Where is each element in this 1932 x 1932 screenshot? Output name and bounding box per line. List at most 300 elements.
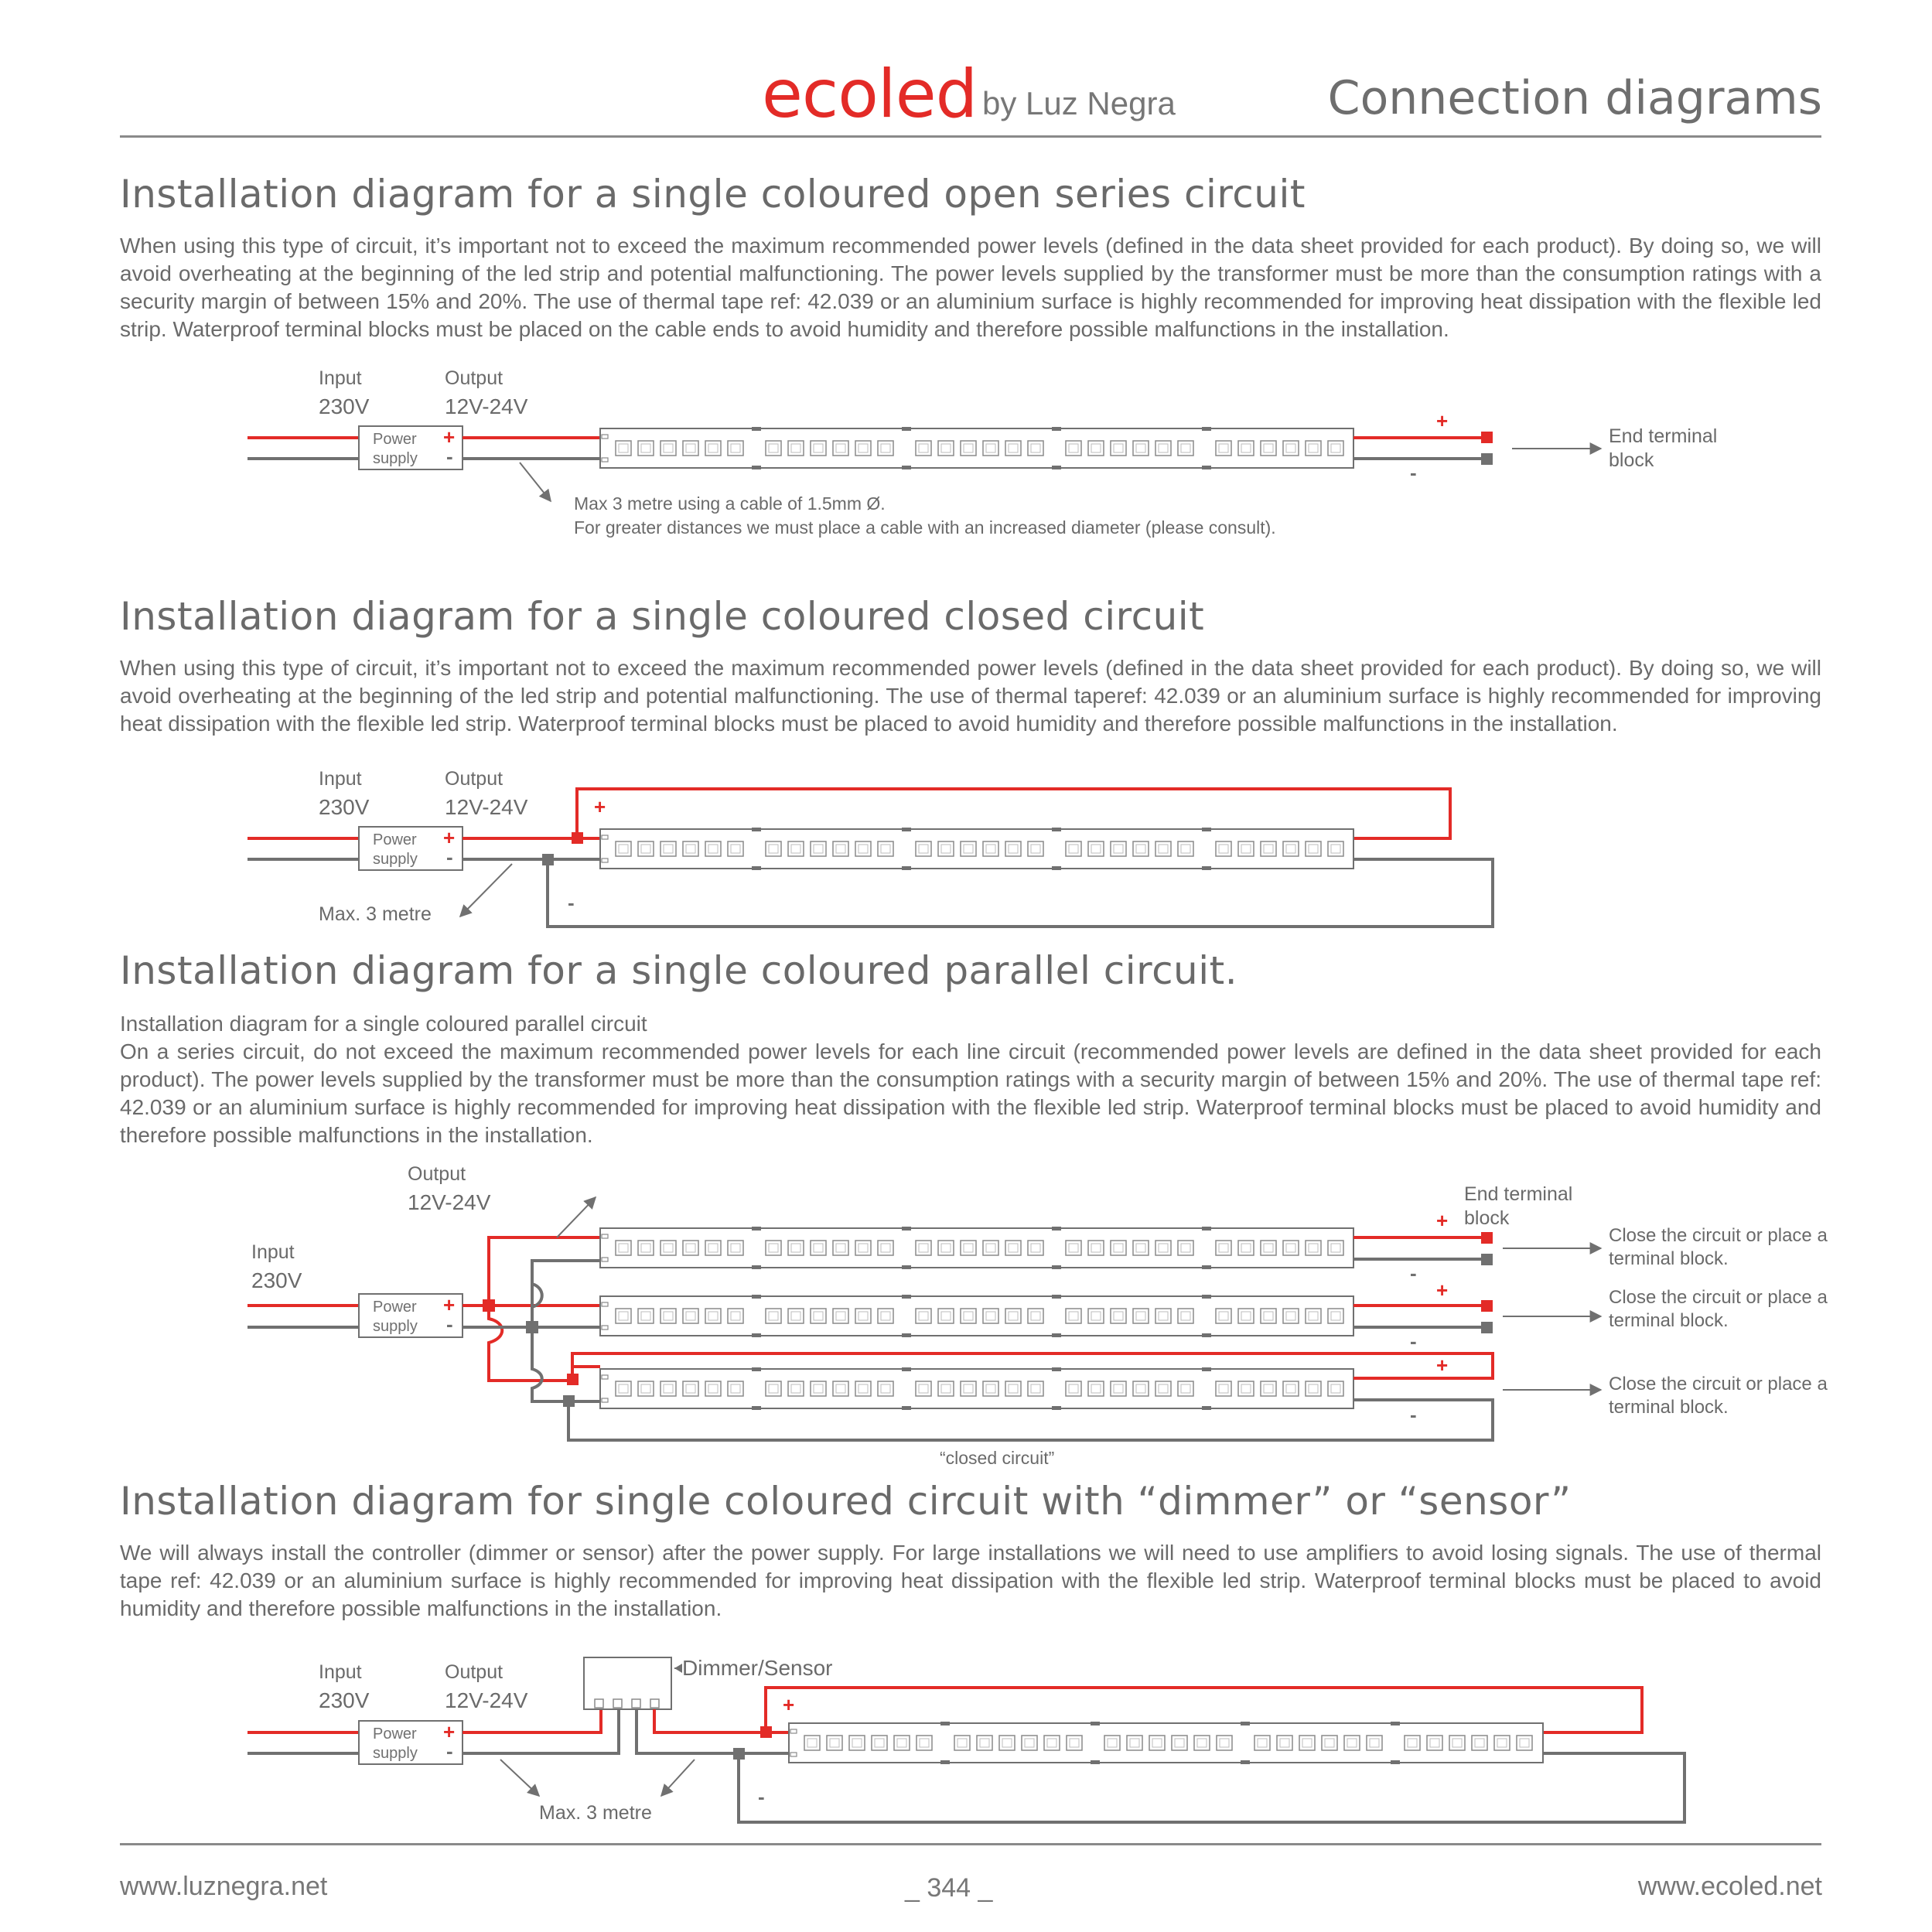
led-chip-inner	[664, 845, 673, 853]
cut-mark-top	[1091, 1722, 1100, 1725]
led-chip-inner	[664, 1312, 673, 1320]
cut-mark-bottom	[752, 1406, 761, 1410]
footer-rule	[120, 1843, 1821, 1845]
end-terminal-label-2: block	[1464, 1207, 1510, 1229]
dimmer-label-arrowhead	[674, 1664, 682, 1673]
output-voltage: 12V-24V	[408, 1190, 491, 1214]
led-chip-inner	[664, 1384, 673, 1393]
dimmer-pin	[650, 1699, 659, 1708]
led-chip-inner	[1031, 444, 1040, 452]
bus-neutral-node	[526, 1321, 538, 1333]
led-chip-inner	[919, 444, 928, 452]
led-chip-inner	[919, 1244, 928, 1252]
led-chip-inner	[619, 444, 628, 452]
led-strip	[600, 828, 1353, 870]
cut-mark-bottom	[1202, 1265, 1211, 1269]
section-title-dimmer: Installation diagram for single coloured circuit with “dimmer” or “sensor”	[120, 1479, 1572, 1524]
strip2-terminal-live	[1481, 1300, 1493, 1312]
led-chip-inner	[1264, 845, 1273, 853]
led-chip-inner	[1114, 845, 1123, 853]
led-chip-inner	[1264, 444, 1273, 452]
led-chip-inner	[919, 1312, 928, 1320]
led-chip-inner	[791, 845, 800, 853]
led-chip-inner	[1136, 1244, 1145, 1252]
led-chip-inner	[1069, 1244, 1078, 1252]
led-chip-inner	[1219, 444, 1228, 452]
led-chip-inner	[1159, 1312, 1168, 1320]
dimmer-minus: -	[758, 1785, 765, 1808]
led-chip-inner	[791, 1312, 800, 1320]
led-chip-inner	[1047, 1739, 1056, 1747]
led-chip-inner	[836, 1312, 845, 1320]
led-chip-inner	[1159, 1244, 1168, 1252]
led-chip-inner	[708, 845, 718, 853]
cut-mark-bottom	[902, 466, 911, 469]
psu-minus: -	[446, 1312, 453, 1336]
end-terminal-live	[1481, 432, 1493, 443]
cut-mark-bottom	[1052, 466, 1061, 469]
input-voltage: 230V	[319, 1688, 370, 1712]
closed-circuit-label: “closed circuit”	[940, 1448, 1055, 1468]
led-chip-inner	[875, 1739, 884, 1747]
psu-minus: -	[446, 845, 453, 869]
power-supply-label: Power	[373, 1725, 417, 1743]
led-chip-inner	[1070, 1739, 1079, 1747]
psu-to-dimmer-live	[463, 1709, 601, 1732]
strip1-minus: -	[1410, 1261, 1417, 1285]
bus-live-top	[489, 1237, 600, 1306]
cut-mark-bottom	[1091, 1760, 1100, 1764]
led-chip-inner	[941, 444, 951, 452]
led-chip-inner	[941, 1384, 951, 1393]
brand-byline: by Luz Negra	[982, 85, 1176, 121]
led-chip-inner	[858, 1244, 868, 1252]
led-chip-inner	[641, 1244, 650, 1252]
cut-mark-top	[902, 828, 911, 831]
led-chip-inner	[1286, 1244, 1295, 1252]
cut-mark-top	[1202, 828, 1211, 831]
end-plus: +	[1436, 409, 1449, 432]
psu-plus: +	[443, 1293, 456, 1316]
led-chip-inner	[920, 1739, 929, 1747]
led-chip-inner	[1009, 1312, 1018, 1320]
led-chip-inner	[986, 1244, 995, 1252]
led-chip-inner	[1069, 444, 1078, 452]
psu-plus: +	[443, 1720, 456, 1743]
led-chip-inner	[941, 1312, 951, 1320]
section-title-closed: Installation diagram for a single coloured closed circuit	[120, 594, 1205, 639]
led-chip-inner	[769, 1244, 778, 1252]
section-title-open-series: Installation diagram for a single coloured open series circuit	[120, 172, 1306, 217]
output-arrow	[557, 1197, 596, 1237]
led-chip-inner	[1069, 845, 1078, 853]
psu-minus: -	[446, 445, 453, 468]
led-chip-inner	[1331, 1384, 1340, 1393]
led-chip-inner	[1475, 1739, 1484, 1747]
led-chip-inner	[731, 1244, 740, 1252]
led-chip-inner	[1009, 444, 1018, 452]
power-supply-label: Power	[373, 831, 417, 848]
strip3-plus: +	[1436, 1353, 1449, 1377]
input-voltage: 230V	[319, 394, 370, 418]
led-chip-inner	[814, 1384, 823, 1393]
led-chip-inner	[919, 1384, 928, 1393]
led-chip-inner	[708, 1244, 718, 1252]
led-chip-inner	[731, 444, 740, 452]
return-neutral-loop	[548, 859, 1493, 927]
led-chip-inner	[858, 1312, 868, 1320]
led-chip-inner	[1219, 1244, 1228, 1252]
strip2-terminal-neutral	[1481, 1322, 1493, 1333]
page-title: Connection diagrams	[1327, 71, 1822, 125]
led-chip-inner	[1241, 1384, 1251, 1393]
led-chip-inner	[836, 845, 845, 853]
close-circuit-label-2: Close the circuit or place a	[1609, 1287, 1828, 1308]
end-minus: -	[1410, 461, 1417, 484]
led-strip-1	[600, 1227, 1353, 1269]
max-metre-arrow-right	[661, 1760, 695, 1796]
led-chip-inner	[791, 1384, 800, 1393]
led-chip-inner	[1347, 1739, 1357, 1747]
cut-mark-top	[752, 1367, 761, 1371]
dimmer-sensor-label: Dimmer/Sensor	[682, 1656, 833, 1680]
led-chip-inner	[769, 1312, 778, 1320]
power-supply-label-2: supply	[373, 450, 418, 467]
power-supply-label: Power	[373, 1299, 417, 1316]
cut-mark-bottom	[902, 1333, 911, 1337]
psu-minus: -	[446, 1739, 453, 1763]
led-chip-inner	[814, 1312, 823, 1320]
led-chip-inner	[1091, 444, 1101, 452]
led-chip-inner	[986, 1312, 995, 1320]
strip1-terminal-neutral	[1481, 1254, 1493, 1265]
output-label: Output	[408, 1163, 466, 1185]
led-chip-inner	[1091, 1312, 1101, 1320]
led-chip-inner	[941, 845, 951, 853]
led-chip-inner	[791, 1244, 800, 1252]
bus-live-node-bottom	[567, 1374, 579, 1385]
led-chip-inner	[1009, 1384, 1018, 1393]
output-label: Output	[445, 1661, 503, 1683]
led-chip-inner	[1331, 1312, 1340, 1320]
power-supply-label: Power	[373, 431, 417, 448]
led-chip-inner	[830, 1739, 839, 1747]
cut-mark-bottom	[1202, 1333, 1211, 1337]
led-chip-inner	[1181, 1244, 1190, 1252]
cut-mark-top	[1241, 1722, 1250, 1725]
page-number: _ 344 _	[905, 1873, 993, 1903]
section-title-parallel: Installation diagram for a single coloured parallel circuit.	[120, 948, 1238, 993]
led-chip-inner	[1130, 1739, 1139, 1747]
brand-logo: ecoled	[762, 56, 978, 133]
led-strip	[600, 427, 1353, 469]
led-chip-inner	[919, 845, 928, 853]
led-chip-inner	[1430, 1739, 1439, 1747]
led-chip-inner	[986, 845, 995, 853]
led-chip-inner	[814, 444, 823, 452]
max-metre-label: Max. 3 metre	[319, 903, 432, 925]
led-chip-inner	[686, 1384, 695, 1393]
end-terminal-label-2: block	[1609, 449, 1654, 471]
led-chip-inner	[641, 1384, 650, 1393]
led-chip-inner	[1264, 1384, 1273, 1393]
led-chip-inner	[964, 444, 973, 452]
led-chip-inner	[619, 1312, 628, 1320]
cut-mark-top	[1052, 1367, 1061, 1371]
cut-mark-bottom	[902, 1406, 911, 1410]
close-circuit-label-1b: terminal block.	[1609, 1248, 1729, 1269]
junction-live	[760, 1726, 772, 1738]
input-voltage: 230V	[319, 795, 370, 819]
led-chip-inner	[619, 1244, 628, 1252]
cut-mark-top	[940, 1722, 950, 1725]
led-chip-inner	[1009, 1244, 1018, 1252]
section-body-dimmer: We will always install the controller (dimmer or sensor) after the power supply. For large installations we will need to use amplifiers to avoid losing signals. The use of thermal tape ref: 42.039 or an aluminium surface is highly recommended for improving heat dissipation with the flexible led strip. Waterproof terminal blocks must be placed to avoid humidity and therefore possible malfunctions in the installation.	[120, 1541, 1821, 1620]
max-metre-arrow	[460, 864, 512, 917]
led-chip-inner	[1114, 1244, 1123, 1252]
led-chip-inner	[881, 444, 890, 452]
max-metre-label: Max. 3 metre	[539, 1802, 652, 1824]
cut-mark-bottom	[1052, 1333, 1061, 1337]
led-chip-inner	[1241, 444, 1251, 452]
led-strip-2	[600, 1295, 1353, 1337]
end-terminal-neutral	[1481, 453, 1493, 465]
led-chip-inner	[1031, 1384, 1040, 1393]
cut-mark-top	[1391, 1722, 1400, 1725]
led-chip-inner	[980, 1739, 989, 1747]
led-chip-inner	[1241, 1312, 1251, 1320]
led-chip-inner	[1325, 1739, 1334, 1747]
led-chip-inner	[964, 1244, 973, 1252]
led-chip-inner	[1309, 845, 1318, 853]
section-subtitle-parallel: Installation diagram for a single coloured parallel circuit	[120, 1012, 647, 1036]
end-terminal-label: End terminal	[1609, 425, 1718, 447]
led-chip-inner	[1331, 1244, 1340, 1252]
cable-note-line-1: Max 3 metre using a cable of 1.5mm Ø.	[574, 493, 886, 514]
cut-mark-top	[1202, 1367, 1211, 1371]
led-chip-inner	[964, 845, 973, 853]
dimmer-pin	[632, 1699, 640, 1708]
section-body-closed: When using this type of circuit, it’s important not to exceed the maximum recommended power levels (defined in the data sheet provided for each product). By doing so, we will avoid overheating at the beginning of the led strip and potential malfunctioning. The use of thermal taperef: 42.039 or an aluminium surface is highly recommended for improving heat dissipation with the flexible led strip. Waterproof terminal blocks must be placed to avoid humidity and therefore possible malfunctions in the installation.	[120, 656, 1821, 736]
close-circuit-label-3b: terminal block.	[1609, 1397, 1729, 1418]
led-chip-inner	[881, 845, 890, 853]
led-chip-inner	[686, 845, 695, 853]
led-chip-inner	[1031, 845, 1040, 853]
led-chip-inner	[814, 845, 823, 853]
led-chip-inner	[1331, 845, 1340, 853]
led-chip-inner	[664, 1244, 673, 1252]
led-chip-inner	[769, 845, 778, 853]
led-chip-inner	[1181, 845, 1190, 853]
cut-mark-bottom	[940, 1760, 950, 1764]
dimmer-plus: +	[783, 1693, 795, 1716]
led-chip-inner	[1152, 1739, 1162, 1747]
led-chip-inner	[1497, 1739, 1507, 1747]
led-chip-inner	[964, 1384, 973, 1393]
led-chip-inner	[708, 444, 718, 452]
led-chip-inner	[1091, 1384, 1101, 1393]
led-chip-inner	[1114, 1384, 1123, 1393]
led-chip-inner	[1181, 1384, 1190, 1393]
led-chip-inner	[1159, 444, 1168, 452]
led-chip-inner	[1069, 1384, 1078, 1393]
cut-mark-bottom	[752, 1333, 761, 1337]
output-label: Output	[445, 367, 503, 389]
led-chip-inner	[1031, 1312, 1040, 1320]
input-voltage: 230V	[251, 1268, 302, 1292]
led-chip-inner	[807, 1739, 817, 1747]
led-chip-inner	[1219, 1312, 1228, 1320]
cut-mark-top	[752, 828, 761, 831]
led-chip-inner	[881, 1312, 890, 1320]
led-chip-inner	[1241, 845, 1251, 853]
footer-url-right[interactable]: www.ecoled.net	[1637, 1872, 1822, 1901]
bus-neutral-bottom	[532, 1327, 600, 1401]
led-chip-inner	[686, 1312, 695, 1320]
led-chip-inner	[769, 1384, 778, 1393]
led-chip-inner	[1220, 1739, 1229, 1747]
dimmer-return-neutral	[739, 1753, 1685, 1822]
led-chip-inner	[1219, 1384, 1228, 1393]
led-chip-inner	[731, 845, 740, 853]
led-chip-inner	[1286, 444, 1295, 452]
footer-url-left[interactable]: www.luznegra.net	[120, 1872, 328, 1901]
led-chip-inner	[1031, 1244, 1040, 1252]
cut-mark-bottom	[1202, 866, 1211, 870]
led-chip-inner	[731, 1312, 740, 1320]
cut-mark-bottom	[1391, 1760, 1400, 1764]
led-chip-inner	[1286, 1384, 1295, 1393]
led-chip-inner	[1331, 444, 1340, 452]
output-voltage: 12V-24V	[445, 795, 528, 819]
diagram-parallel	[247, 1163, 1828, 1468]
cut-mark-bottom	[1052, 866, 1061, 870]
led-chip-inner	[1091, 845, 1101, 853]
led-chip-inner	[1181, 1312, 1190, 1320]
led-chip-inner	[1370, 1739, 1379, 1747]
cut-mark-bottom	[752, 466, 761, 469]
led-chip-inner	[769, 444, 778, 452]
psu-plus: +	[443, 826, 456, 849]
input-label: Input	[319, 1661, 362, 1683]
cut-mark-top	[1052, 427, 1061, 431]
led-chip-inner	[858, 845, 868, 853]
led-chip-inner	[836, 1384, 845, 1393]
led-chip-inner	[836, 444, 845, 452]
strip2-minus: -	[1410, 1330, 1417, 1353]
led-chip-inner	[1114, 1312, 1123, 1320]
led-chip-inner	[1520, 1739, 1529, 1747]
led-chip-inner	[858, 1384, 868, 1393]
psu-plus: +	[443, 425, 456, 449]
dimmer-pin	[595, 1699, 603, 1708]
led-chip-inner	[1136, 444, 1145, 452]
led-chip-inner	[1286, 845, 1295, 853]
led-chip-inner	[836, 1244, 845, 1252]
output-voltage: 12V-24V	[445, 1688, 528, 1712]
led-chip-inner	[1002, 1739, 1012, 1747]
power-supply-label-2: supply	[373, 1318, 418, 1335]
section-body-parallel: On a series circuit, do not exceed the maximum recommended power levels for each line circuit (recommended power levels are defined in the data sheet provided for each product). The power levels supplied by the transformer must be more than the consumption ratings with a security margin of between 15% and 20%. The use of thermal tape ref: 42.039 or an aluminium surface is highly recommended for improving heat dissipation with the flexible led strip. Waterproof terminal blocks must be placed to avoid humidity and therefore possible malfunctions in the installation.	[120, 1039, 1821, 1147]
cut-mark-top	[902, 1227, 911, 1231]
output-voltage: 12V-24V	[445, 394, 528, 418]
cut-mark-top	[1202, 1295, 1211, 1299]
input-label: Input	[319, 768, 362, 790]
power-supply-label-2: supply	[373, 1745, 418, 1762]
led-chip-inner	[1264, 1244, 1273, 1252]
led-chip-inner	[664, 444, 673, 452]
input-label: Input	[251, 1241, 295, 1263]
led-chip-inner	[1452, 1739, 1462, 1747]
led-chip-inner	[791, 444, 800, 452]
close-circuit-label-2b: terminal block.	[1609, 1310, 1729, 1331]
led-strip-3	[600, 1367, 1353, 1410]
closed-minus: -	[568, 891, 575, 914]
led-chip-inner	[1219, 845, 1228, 853]
cut-mark-bottom	[1241, 1760, 1250, 1764]
diagram-open-series	[247, 367, 1717, 538]
led-chip-inner	[897, 1739, 906, 1747]
cable-note-line-2: For greater distances we must place a cable with an increased diameter (please consult).	[574, 517, 1276, 538]
cut-mark-bottom	[1052, 1406, 1061, 1410]
led-chip-inner	[1280, 1739, 1289, 1747]
led-chip-inner	[708, 1312, 718, 1320]
led-chip-inner	[1258, 1739, 1267, 1747]
cut-mark-bottom	[1202, 1406, 1211, 1410]
cut-mark-bottom	[902, 1265, 911, 1269]
max-metre-arrow-left	[500, 1760, 539, 1796]
led-chip-inner	[852, 1739, 862, 1747]
led-chip-inner	[1175, 1739, 1184, 1747]
led-strip	[789, 1722, 1543, 1764]
cut-mark-top	[902, 427, 911, 431]
junction-neutral	[733, 1748, 745, 1760]
led-chip-inner	[1136, 845, 1145, 853]
input-label: Input	[319, 367, 362, 389]
led-chip-inner	[1136, 1312, 1145, 1320]
led-chip-inner	[1069, 1312, 1078, 1320]
cut-mark-bottom	[1202, 466, 1211, 469]
junction-live	[572, 832, 583, 844]
led-chip-inner	[986, 1384, 995, 1393]
led-chip-inner	[1309, 1312, 1318, 1320]
cut-mark-top	[1202, 427, 1211, 431]
led-chip-inner	[1264, 1312, 1273, 1320]
cut-mark-top	[752, 1295, 761, 1299]
cut-mark-bottom	[752, 1265, 761, 1269]
dimmer-pin	[613, 1699, 622, 1708]
end-terminal-label: End terminal	[1464, 1183, 1573, 1205]
strip2-plus: +	[1436, 1278, 1449, 1302]
led-chip-inner	[1286, 1312, 1295, 1320]
led-chip-inner	[1025, 1739, 1034, 1747]
led-chip-inner	[957, 1739, 967, 1747]
led-chip-inner	[1009, 845, 1018, 853]
cut-mark-bottom	[1052, 1265, 1061, 1269]
power-supply-label-2: supply	[373, 851, 418, 868]
led-chip-inner	[641, 1312, 650, 1320]
close-circuit-label-1: Close the circuit or place a	[1609, 1225, 1828, 1246]
led-chip-inner	[964, 1312, 973, 1320]
output-label: Output	[445, 768, 503, 790]
led-chip-inner	[686, 1244, 695, 1252]
section-body-open-series: When using this type of circuit, it’s important not to exceed the maximum recommended power levels (defined in the data sheet provided for each product). By doing so, we will avoid overheating at the beginning of the led strip and potential malfunctioning. The power levels supplied by the transformer must be more than the consumption ratings with a security margin of between 15% and 20%. The use of thermal tape ref: 42.039 or an aluminium surface is highly recommended for improving heat dissipation with the flexible led strip. Waterproof terminal blocks must be placed on the cable ends to avoid humidity and therefore possible malfunctions in the installation.	[120, 234, 1821, 341]
cut-mark-top	[1202, 1227, 1211, 1231]
led-chip-inner	[1114, 444, 1123, 452]
close-circuit-label-3: Close the circuit or place a	[1609, 1374, 1828, 1394]
cut-mark-bottom	[752, 866, 761, 870]
led-chip-inner	[1159, 1384, 1168, 1393]
